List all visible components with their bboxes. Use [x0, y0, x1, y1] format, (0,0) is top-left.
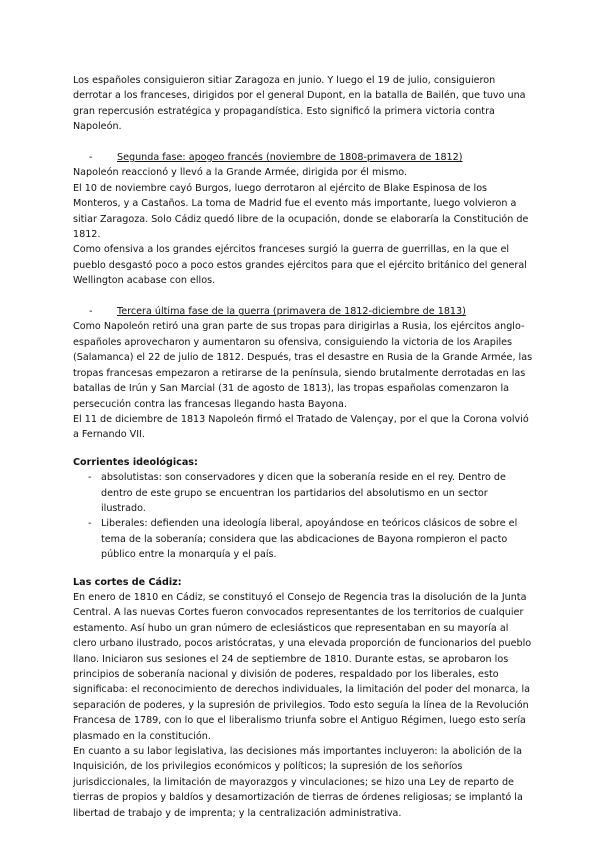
cortes-paragraph: En cuanto a su labor legislativa, las decisiones más importantes incluyeron: la abolición de la Inquisición, de los privilegios económicos y políticos; la supresión de los señoríos jurisdiccionales, la limitación de mayorazgos y vinculaciones; se hizo una Ley de reparto de tierras de propios y baldíos y desamortización de tierras de órdenes religiosas; se implantó la libertad de trabajo y de imprenta; y la centralización administrativa. [73, 746, 523, 819]
cortes-paragraph: En enero de 1810 en Cádiz, se constituyó el Consejo de Regencia tras la disolución de la Junta Central. A las nuevas Cortes fueron convocados representantes de los territorios de cualquier estamento. Así hubo un gran número de eclesiásticos que representaban en su mayoría al clero urbano ilustrado, pocos aristócratas, y una elevada proporción de funcionarios del pueblo llano. Iniciaron sus sesiones el 24 de septiembre de 1810. Durante estas, se aprobaron los principios de soberanía nacional y división de poderes, respaldado por los liberales, esto significaba: el reconocimiento de derechos individuales, la limitación del poder del monarca, la separación de poderes, y la supresión de privilegios. Todo esto seguía la línea de la Revolución Francesa de 1789, con lo que el liberalismo triunfa sobre el Antiguo Régimen, luego esto sería plasmado en la constitución. [73, 591, 532, 742]
list-item-text: Liberales: defienden una ideología liberal, apoyándose en teóricos clásicos de sobre el tema de la soberanía; considera que las abdicaciones de Bayona rompieron el pacto público entre la monarquía y el país. [101, 518, 518, 561]
corrientes-list [73, 470, 533, 562]
segunda-fase-title: Segunda fase: apogeo francés (noviembre de 1808-primavera de 1812) [117, 152, 463, 164]
segunda-fase-paragraph: El 10 de noviembre cayó Burgos, luego derrotaron al ejército de Blake Espinosa de los Monteros, y a Castaños. La toma de Madrid fue el evento más importante, luego volvieron a sitiar Zaragoza. Solo Cádiz quedó libre de la ocupación, donde se elaboraría la Constitución de 1812. [73, 182, 529, 241]
list-item [73, 516, 533, 562]
intro-paragraph: Los españoles consiguieron sitiar Zaragoza en junio. Y luego el 19 de julio, consiguieron derrotar a los franceses, dirigidos por el general Dupont, en la batalla de Bailén, que tuvo una gran repercusión estratégica y propagandística. Esto significó la primera victoria contra Napoleón. [73, 75, 526, 133]
corrientes-heading: Corrientes ideológicas: [73, 456, 198, 468]
tercera-fase-paragraph: El 11 de diciembre de 1813 Napoleón firmó el Tratado de Valençay, por el que la Corona volvió a Fernando VII. [73, 413, 529, 441]
dash-marker: - [89, 306, 93, 318]
segunda-fase-paragraph: Napoleón reaccionó y llevó a la Grande Armée, dirigida por él mismo. [73, 167, 408, 179]
segunda-fase-paragraph: Como ofensiva a los grandes ejércitos franceses surgió la guerra de guerrillas, en la que el pueblo desgastó poco a poco estos grandes ejércitos para que el ejército británico del general Wellington acabase con ellos. [73, 244, 527, 287]
tercera-fase-heading [73, 304, 533, 319]
dash-marker: - [88, 472, 92, 484]
dash-marker: - [89, 152, 93, 164]
tercera-fase-paragraph: Como Napoleón retiró una gran parte de sus tropas para dirigirlas a Rusia, los ejércitos anglo-españoles aprovecharon y aumentaron su ofensiva, consiguiendo la victoria de los Arapiles (Salamanca) el 22 de julio de 1812. Después, tras el desastre en Rusia de la Grande Armée, las tropas francesas empezaron a retirarse de la península, siendo brutalmente derrotadas en las batallas de Irún y San Marcial (31 de agosto de 1813), las tropas españolas comenzaron la persecución contra las francesas llegando hasta Bayona. [73, 321, 533, 410]
list-item-text: absolutistas: son conservadores y dicen que la soberanía reside en el rey. Dentro de dentro de este grupo se encuentran los partidarios del absolutismo en un sector ilustrado. [101, 472, 506, 514]
cortes-heading: Las cortes de Cádiz: [73, 576, 182, 588]
segunda-fase-heading [73, 150, 533, 165]
dash-marker: - [88, 518, 92, 530]
document-page [73, 73, 533, 821]
tercera-fase-title: Tercera última fase de la guerra (primavera de 1812-diciembre de 1813) [117, 306, 466, 318]
list-item [73, 470, 533, 516]
